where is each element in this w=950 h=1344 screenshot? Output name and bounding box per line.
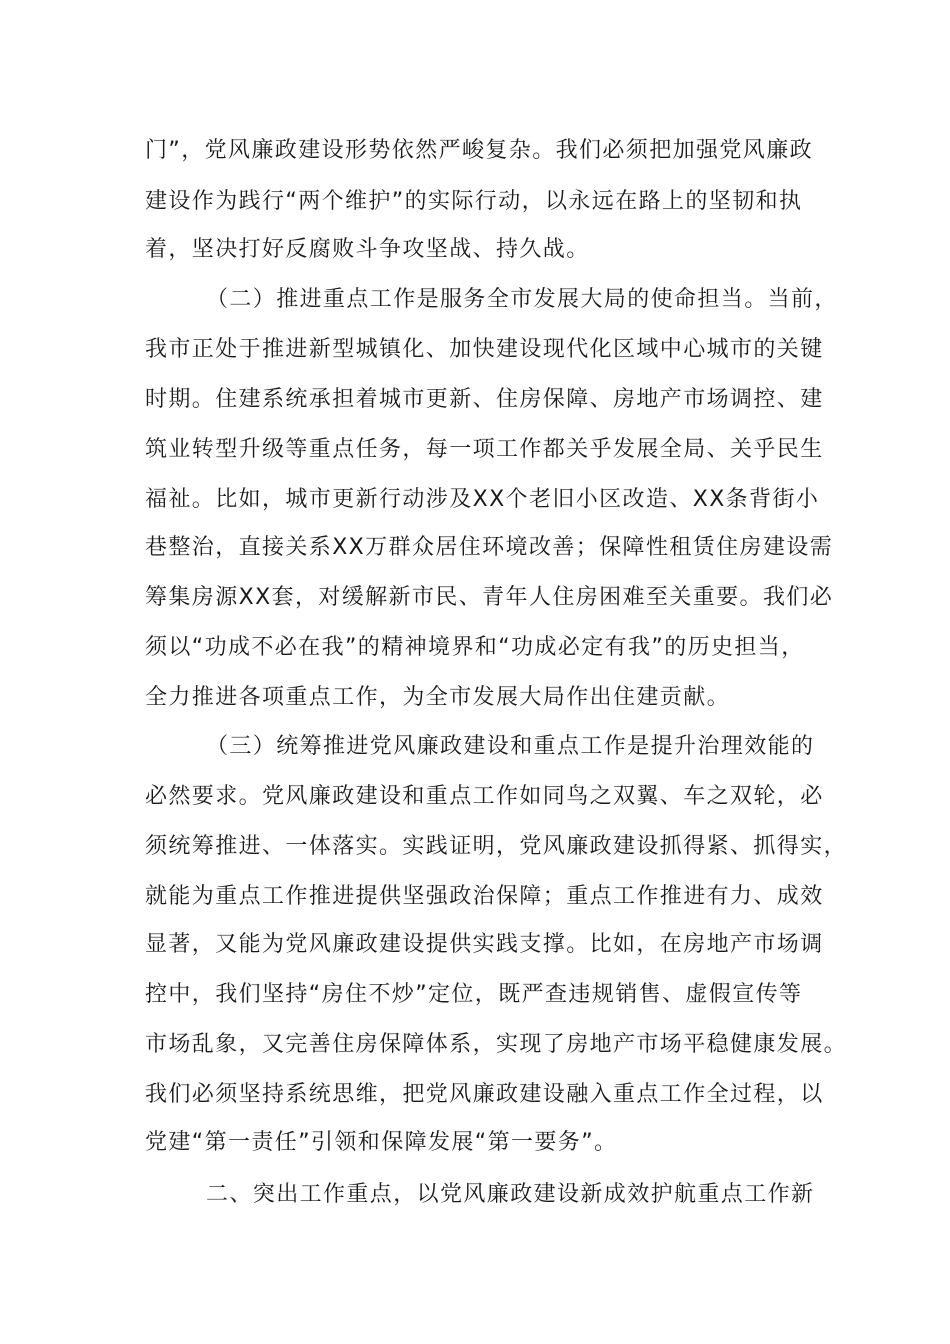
text-line: 显著，又能为党风廉政建设提供实践支撑。比如，在房地产市场调 — [145, 932, 824, 957]
text-line: 建设作为践行“两个维护”的实际行动，以永远在路上的坚韧和执 — [145, 189, 803, 214]
text-line: 全力推进各项重点工作，为全市发展大局作出住建贡献。 — [145, 685, 731, 710]
text-line: 筑业转型升级等重点任务，每一项工作都关乎发展全局、关乎民生 — [145, 437, 824, 462]
text-line: 我市正处于推进新型城镇化、加快建设现代化区域中心城市的关键 — [145, 337, 824, 362]
text-line: 党建“第一责任”引领和保障发展“第一要务”。 — [145, 1130, 618, 1155]
text-line: 时期。住建系统承担着城市更新、住房保障、房地产市场调控、建 — [145, 387, 824, 412]
section-heading-line: 二、突出工作重点，以党风廉政建设新成效护航重点工作新 — [206, 1182, 815, 1207]
text-line: 市场乱象，又完善住房保障体系，实现了房地产市场平稳健康发展。 — [145, 1032, 848, 1057]
text-line: 巷整治，直接关系XX万群众居住环境改善；保障性租赁住房建设需 — [145, 535, 834, 560]
section-two-heading-line: （二）推进重点工作是服务全市发展大局的使命担当。当前， — [206, 287, 838, 312]
text-line: 我们必须坚持系统思维，把党风廉政建设融入重点工作全过程，以 — [145, 1082, 824, 1107]
text-line: 必然要求。党风廉政建设和重点工作如同鸟之双翼、车之双轮，必 — [145, 784, 824, 809]
text-line: 须统筹推进、一体落实。实践证明，党风廉政建设抓得紧、抓得实， — [145, 834, 848, 859]
text-line: 控中，我们坚持“房住不炒”定位，既严查违规销售、虚假宣传等 — [145, 982, 803, 1007]
text-line: 福祉。比如，城市更新行动涉及XX个老旧小区改造、XX条背街小 — [145, 487, 820, 512]
text-line: 着，坚决打好反腐败斗争攻坚战、持久战。 — [145, 237, 590, 262]
section-three-heading-line: （三）统筹推进党风廉政建设和重点工作是提升治理效能的 — [206, 734, 815, 759]
text-line: 筹集房源XX套，对缓解新市民、青年人住房困难至关重要。我们必 — [145, 585, 834, 610]
text-line: 就能为重点工作推进提供坚强政治保障；重点工作推进有力、成效 — [145, 884, 824, 909]
text-line: 须以“功成不必在我”的精神境界和“功成必定有我”的历史担当， — [145, 635, 805, 660]
text-line: 门”，党风廉政建设形势依然严峻复杂。我们必须把加强党风廉政 — [145, 138, 813, 163]
